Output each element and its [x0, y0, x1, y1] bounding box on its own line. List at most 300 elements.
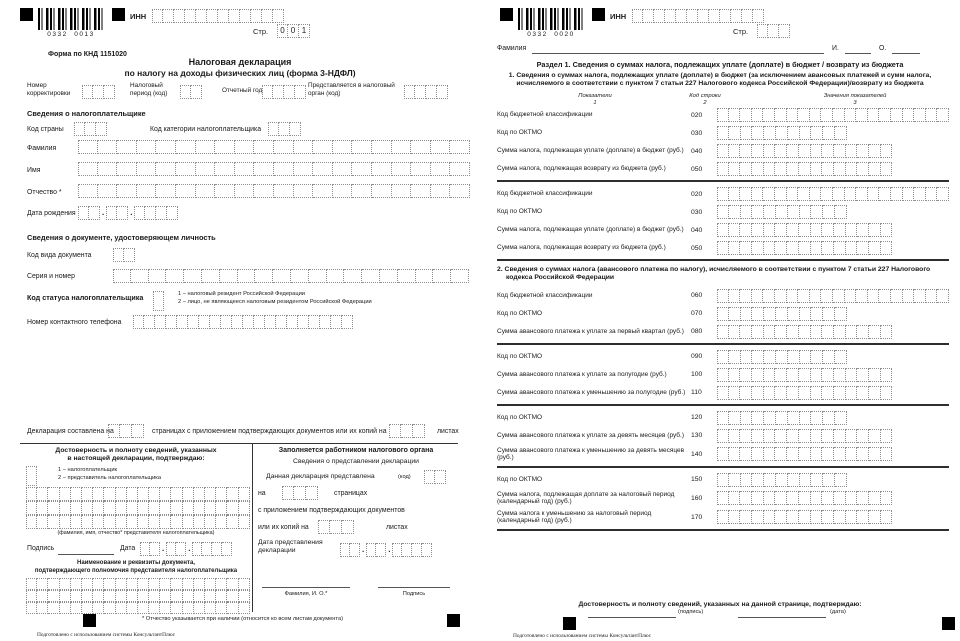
input-cell[interactable] [822, 429, 834, 443]
input-cell[interactable] [868, 187, 880, 201]
input-cell[interactable] [376, 543, 386, 557]
input-cell[interactable] [306, 486, 318, 500]
input-cell[interactable] [798, 187, 810, 201]
input-cell[interactable] [799, 223, 811, 237]
input-cell[interactable] [741, 350, 753, 364]
input-cell[interactable] [788, 126, 800, 140]
input-cell[interactable] [787, 386, 799, 400]
input-cell[interactable] [823, 307, 835, 321]
input-cell[interactable] [207, 9, 218, 23]
input-cell[interactable] [729, 241, 741, 255]
input-cell[interactable] [764, 429, 776, 443]
input-cell[interactable] [937, 289, 949, 303]
input-cell[interactable] [926, 187, 938, 201]
input-cell[interactable] [821, 108, 833, 122]
input-cell[interactable] [811, 162, 823, 176]
input-cell[interactable] [290, 122, 301, 136]
input-cell[interactable] [220, 269, 238, 283]
input-cell[interactable] [729, 411, 741, 425]
row-value-cells[interactable] [717, 205, 847, 219]
input-cell[interactable] [717, 350, 729, 364]
input-cell[interactable] [834, 144, 846, 158]
input-cell[interactable] [740, 429, 752, 443]
input-cell[interactable] [210, 315, 221, 329]
input-cell[interactable] [82, 501, 93, 515]
input-cell[interactable] [740, 325, 752, 339]
input-cell[interactable] [764, 144, 776, 158]
input-cell[interactable] [788, 411, 800, 425]
input-cell[interactable] [156, 206, 167, 220]
input-cell[interactable] [823, 205, 835, 219]
input-cell[interactable] [764, 307, 776, 321]
input-cell[interactable] [82, 590, 93, 602]
input-cell[interactable] [183, 578, 194, 590]
input-cell[interactable] [171, 515, 182, 529]
input-cell[interactable] [156, 184, 176, 198]
input-cell[interactable] [720, 9, 731, 23]
input-cell[interactable] [632, 9, 643, 23]
input-cell[interactable] [37, 578, 48, 590]
input-cell[interactable] [138, 501, 149, 515]
input-cell[interactable] [799, 325, 811, 339]
input-cell[interactable] [184, 269, 202, 283]
patronymic-cells[interactable] [78, 184, 470, 198]
pages-count-cells[interactable] [108, 424, 144, 438]
input-cell[interactable] [104, 602, 115, 614]
input-cell[interactable] [811, 223, 823, 237]
input-cell[interactable] [149, 269, 167, 283]
input-cell[interactable] [823, 126, 835, 140]
input-cell[interactable] [342, 315, 353, 329]
input-cell[interactable] [729, 307, 741, 321]
input-cell[interactable] [222, 542, 232, 556]
input-cell[interactable] [752, 223, 764, 237]
input-cell[interactable] [800, 473, 812, 487]
input-cell[interactable] [833, 108, 845, 122]
input-cell[interactable] [273, 9, 284, 23]
input-cell[interactable] [741, 205, 753, 219]
input-cell[interactable] [71, 515, 82, 529]
official-signature-line[interactable] [378, 587, 450, 588]
input-cell[interactable] [398, 269, 416, 283]
input-cell[interactable] [98, 184, 118, 198]
input-cell[interactable] [823, 411, 835, 425]
input-cell[interactable] [717, 307, 729, 321]
input-cell[interactable] [352, 184, 372, 198]
input-cell[interactable]: 0 [288, 24, 299, 38]
input-cell[interactable] [698, 9, 709, 23]
input-cell[interactable] [160, 487, 171, 501]
input-cell[interactable] [740, 241, 752, 255]
official-sheets-cells[interactable] [318, 520, 354, 534]
input-cell[interactable] [717, 223, 729, 237]
input-cell[interactable] [764, 411, 776, 425]
input-cell[interactable] [71, 602, 82, 614]
input-cell[interactable] [239, 590, 250, 602]
input-cell[interactable] [262, 85, 273, 99]
input-cell[interactable] [775, 429, 787, 443]
input-cell[interactable] [764, 223, 776, 237]
input-cell[interactable] [811, 447, 823, 461]
input-cell[interactable] [775, 144, 787, 158]
input-cell[interactable] [869, 368, 881, 382]
input-cell[interactable] [116, 487, 127, 501]
input-cell[interactable] [881, 162, 893, 176]
input-cell[interactable] [160, 602, 171, 614]
input-cell[interactable] [194, 487, 205, 501]
input-cell[interactable] [274, 140, 294, 154]
input-cell[interactable] [48, 515, 59, 529]
input-cell[interactable] [926, 108, 938, 122]
input-cell[interactable] [857, 447, 869, 461]
input-cell[interactable]: 0 [277, 24, 288, 38]
input-cell[interactable] [171, 501, 182, 515]
input-cell[interactable] [775, 241, 787, 255]
input-cell[interactable] [775, 447, 787, 461]
input-cell[interactable] [78, 140, 98, 154]
input-cell[interactable] [741, 473, 753, 487]
input-cell[interactable] [729, 350, 741, 364]
input-cell[interactable] [78, 184, 98, 198]
doc-type-code-cells[interactable] [113, 248, 135, 262]
tax-period-cells[interactable] [180, 85, 202, 99]
input-cell[interactable] [344, 269, 362, 283]
input-cell[interactable] [160, 590, 171, 602]
input-cell[interactable] [879, 289, 891, 303]
input-cell[interactable] [717, 144, 729, 158]
input-cell[interactable] [330, 520, 342, 534]
input-cell[interactable] [834, 325, 846, 339]
input-cell[interactable] [776, 350, 788, 364]
input-cell[interactable] [799, 144, 811, 158]
input-cell[interactable] [138, 590, 149, 602]
input-cell[interactable] [183, 487, 194, 501]
input-cell[interactable] [835, 411, 847, 425]
input-cell[interactable] [137, 162, 157, 176]
input-cell[interactable] [104, 578, 115, 590]
input-cell[interactable] [903, 289, 915, 303]
input-cell[interactable] [134, 206, 145, 220]
input-cell[interactable] [717, 368, 729, 382]
input-cell[interactable] [140, 542, 150, 556]
representative-fio-cells-row2[interactable] [26, 501, 250, 515]
input-cell[interactable] [389, 424, 401, 438]
input-cell[interactable] [48, 501, 59, 515]
input-cell[interactable] [194, 501, 205, 515]
input-cell[interactable] [752, 429, 764, 443]
input-cell[interactable] [799, 162, 811, 176]
row-value-cells[interactable] [717, 491, 892, 505]
input-cell[interactable] [811, 368, 823, 382]
input-cell[interactable] [26, 487, 37, 501]
confirm-person-type-cell[interactable] [26, 466, 37, 486]
row-value-cells[interactable] [717, 289, 949, 303]
row-value-cells[interactable] [717, 126, 847, 140]
input-cell[interactable] [96, 122, 107, 136]
input-cell[interactable] [239, 487, 250, 501]
input-cell[interactable] [788, 473, 800, 487]
input-cell[interactable] [775, 386, 787, 400]
input-cell[interactable] [752, 368, 764, 382]
input-cell[interactable] [788, 205, 800, 219]
input-cell[interactable] [856, 187, 868, 201]
input-cell[interactable] [914, 108, 926, 122]
input-cell[interactable] [881, 223, 893, 237]
input-cell[interactable] [411, 184, 431, 198]
input-cell[interactable] [93, 501, 104, 515]
input-cell[interactable] [857, 368, 869, 382]
input-cell[interactable] [71, 501, 82, 515]
input-cell[interactable] [274, 162, 294, 176]
input-cell[interactable] [149, 501, 160, 515]
input-cell[interactable] [60, 487, 71, 501]
input-cell[interactable] [138, 487, 149, 501]
input-cell[interactable] [205, 487, 216, 501]
taxpayer-status-cell[interactable] [153, 291, 164, 311]
input-cell[interactable] [811, 510, 823, 524]
input-cell[interactable] [879, 108, 891, 122]
input-cell[interactable] [643, 9, 654, 23]
input-cell[interactable] [776, 411, 788, 425]
input-cell[interactable] [752, 205, 764, 219]
input-cell[interactable] [413, 424, 425, 438]
input-cell[interactable] [834, 429, 846, 443]
input-cell[interactable] [392, 140, 412, 154]
input-cell[interactable] [216, 487, 227, 501]
input-cell[interactable] [717, 187, 729, 201]
input-cell[interactable] [857, 223, 869, 237]
input-cell[interactable] [798, 108, 810, 122]
input-cell[interactable] [284, 85, 295, 99]
input-cell[interactable] [309, 269, 327, 283]
input-cell[interactable] [811, 429, 823, 443]
input-cell[interactable] [352, 162, 372, 176]
input-cell[interactable] [60, 590, 71, 602]
input-cell[interactable] [171, 487, 182, 501]
input-cell[interactable] [926, 289, 938, 303]
input-cell[interactable] [149, 590, 160, 602]
input-cell[interactable] [194, 515, 205, 529]
input-cell[interactable] [740, 108, 752, 122]
input-cell[interactable] [857, 325, 869, 339]
input-cell[interactable] [834, 223, 846, 237]
row-value-cells[interactable] [717, 447, 892, 461]
input-cell[interactable] [788, 307, 800, 321]
input-cell[interactable] [239, 515, 250, 529]
input-cell[interactable] [752, 350, 764, 364]
input-cell[interactable] [914, 289, 926, 303]
input-cell[interactable] [216, 602, 227, 614]
tax-authority-cells[interactable] [404, 85, 448, 99]
input-cell[interactable] [891, 108, 903, 122]
input-cell[interactable] [82, 602, 93, 614]
page-date-line[interactable] [738, 617, 826, 618]
input-cell[interactable] [811, 126, 823, 140]
input-cell[interactable] [665, 9, 676, 23]
input-cell[interactable] [433, 269, 451, 283]
input-cell[interactable] [251, 9, 262, 23]
input-cell[interactable] [776, 307, 788, 321]
input-cell[interactable] [823, 473, 835, 487]
input-cell[interactable] [149, 602, 160, 614]
signature-line[interactable] [58, 554, 114, 555]
input-cell[interactable] [822, 144, 834, 158]
authority-doc-cells-row2[interactable] [26, 590, 250, 602]
input-cell[interactable] [331, 315, 342, 329]
input-cell[interactable] [180, 85, 191, 99]
input-cell[interactable] [881, 144, 893, 158]
input-cell[interactable] [235, 184, 255, 198]
input-cell[interactable] [764, 491, 776, 505]
input-cell[interactable] [835, 126, 847, 140]
input-cell[interactable] [174, 9, 185, 23]
input-cell[interactable] [116, 602, 127, 614]
input-cell[interactable] [227, 501, 238, 515]
input-cell[interactable] [313, 162, 333, 176]
input-cell[interactable] [116, 501, 127, 515]
input-cell[interactable] [82, 578, 93, 590]
input-cell[interactable] [845, 108, 857, 122]
input-cell[interactable] [811, 144, 823, 158]
input-cell[interactable] [903, 187, 915, 201]
input-cell[interactable] [416, 269, 434, 283]
input-cell[interactable] [869, 241, 881, 255]
input-cell[interactable] [752, 108, 764, 122]
input-cell[interactable] [202, 542, 212, 556]
input-cell[interactable] [835, 307, 847, 321]
input-cell[interactable] [117, 140, 137, 154]
input-cell[interactable] [787, 108, 799, 122]
input-cell[interactable] [800, 350, 812, 364]
input-cell[interactable] [60, 501, 71, 515]
input-cell[interactable] [764, 473, 776, 487]
input-cell[interactable] [437, 85, 448, 99]
input-cell[interactable] [800, 411, 812, 425]
input-cell[interactable] [787, 447, 799, 461]
input-cell[interactable] [156, 162, 176, 176]
input-cell[interactable] [775, 325, 787, 339]
input-cell[interactable] [834, 510, 846, 524]
input-cell[interactable] [731, 9, 742, 23]
input-cell[interactable] [424, 470, 435, 484]
input-cell[interactable] [753, 9, 764, 23]
input-cell[interactable] [71, 590, 82, 602]
input-cell[interactable] [262, 9, 273, 23]
input-cell[interactable] [811, 241, 823, 255]
input-cell[interactable] [422, 543, 432, 557]
input-cell[interactable] [834, 447, 846, 461]
input-cell[interactable] [294, 184, 314, 198]
input-cell[interactable] [717, 325, 729, 339]
input-cell[interactable] [127, 578, 138, 590]
input-cell[interactable] [729, 491, 741, 505]
row-value-cells[interactable] [717, 510, 892, 524]
input-cell[interactable] [811, 307, 823, 321]
input-cell[interactable] [268, 122, 279, 136]
input-cell[interactable] [857, 491, 869, 505]
input-cell[interactable] [155, 315, 166, 329]
input-cell[interactable] [833, 289, 845, 303]
input-cell[interactable] [309, 315, 320, 329]
submission-date-cells[interactable] [340, 543, 432, 557]
input-cell[interactable] [104, 487, 115, 501]
input-cell[interactable] [137, 140, 157, 154]
input-cell[interactable] [846, 491, 858, 505]
input-cell[interactable] [392, 543, 402, 557]
input-cell[interactable] [26, 515, 37, 529]
input-cell[interactable] [318, 520, 330, 534]
input-cell[interactable] [717, 289, 729, 303]
input-cell[interactable] [835, 473, 847, 487]
input-cell[interactable] [740, 223, 752, 237]
input-cell[interactable] [313, 184, 333, 198]
input-cell[interactable] [857, 162, 869, 176]
input-cell[interactable] [127, 487, 138, 501]
input-cell[interactable] [37, 487, 48, 501]
input-cell[interactable] [243, 315, 254, 329]
input-cell[interactable] [752, 187, 764, 201]
input-cell[interactable] [869, 491, 881, 505]
input-cell[interactable] [810, 289, 822, 303]
input-cell[interactable] [787, 241, 799, 255]
input-cell[interactable] [787, 510, 799, 524]
input-cell[interactable] [372, 162, 392, 176]
input-cell[interactable] [291, 269, 309, 283]
input-cell[interactable] [834, 386, 846, 400]
input-cell[interactable] [822, 368, 834, 382]
official-fio-line[interactable] [262, 587, 350, 588]
input-cell[interactable] [775, 108, 787, 122]
input-cell[interactable] [857, 429, 869, 443]
input-cell[interactable] [26, 466, 37, 486]
input-cell[interactable] [216, 578, 227, 590]
input-cell[interactable] [846, 144, 858, 158]
input-cell[interactable] [869, 144, 881, 158]
input-cell[interactable] [881, 386, 893, 400]
input-cell[interactable] [166, 542, 176, 556]
input-cell[interactable] [450, 140, 470, 154]
input-cell[interactable] [868, 289, 880, 303]
input-cell[interactable] [435, 470, 446, 484]
input-cell[interactable] [799, 491, 811, 505]
input-cell[interactable] [881, 241, 893, 255]
input-cell[interactable] [333, 140, 353, 154]
input-cell[interactable] [822, 386, 834, 400]
input-cell[interactable] [415, 85, 426, 99]
input-cell[interactable] [764, 447, 776, 461]
input-cell[interactable] [255, 269, 273, 283]
input-cell[interactable] [775, 187, 787, 201]
input-cell[interactable] [235, 162, 255, 176]
input-cell[interactable] [811, 491, 823, 505]
input-cell[interactable] [869, 510, 881, 524]
input-cell[interactable] [752, 325, 764, 339]
input-cell[interactable] [752, 447, 764, 461]
input-cell[interactable] [937, 187, 949, 201]
input-cell[interactable] [392, 162, 412, 176]
row-value-cells[interactable] [717, 223, 892, 237]
input-cell[interactable] [199, 315, 210, 329]
row-value-cells[interactable] [717, 350, 847, 364]
input-cell[interactable] [232, 315, 243, 329]
input-cell[interactable] [194, 590, 205, 602]
input-cell[interactable] [71, 487, 82, 501]
input-cell[interactable] [265, 315, 276, 329]
input-cell[interactable] [834, 491, 846, 505]
input-cell[interactable] [26, 590, 37, 602]
input-cell[interactable] [846, 429, 858, 443]
input-cell[interactable] [799, 429, 811, 443]
